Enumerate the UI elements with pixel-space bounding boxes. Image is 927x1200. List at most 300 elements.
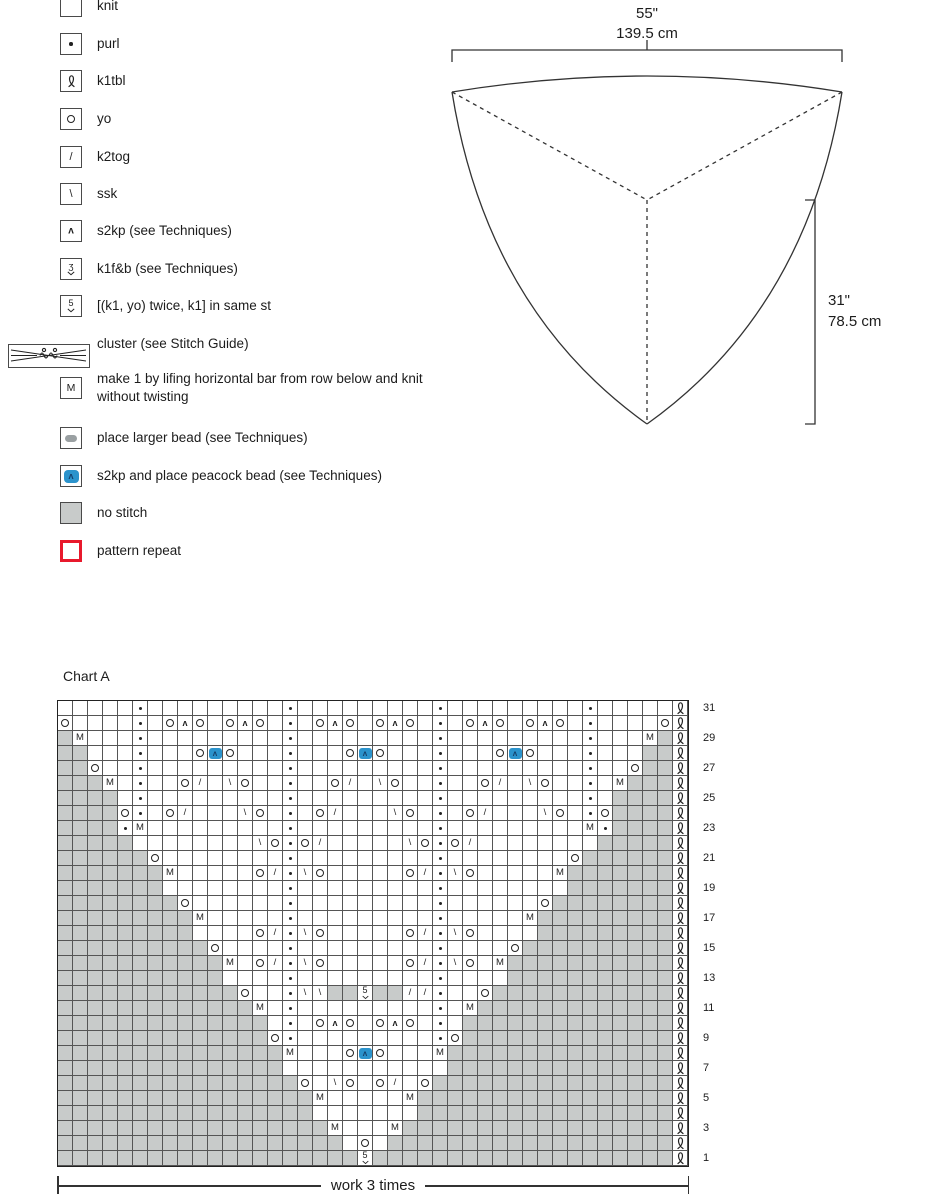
chart-cell-r9-c9 bbox=[193, 1031, 208, 1046]
chart-cell-r23-c23 bbox=[403, 821, 418, 836]
yo-icon bbox=[271, 1034, 279, 1042]
chart-cell-r13-c10 bbox=[208, 971, 223, 986]
chart-cell-r25-c21 bbox=[373, 791, 388, 806]
purl-icon bbox=[289, 932, 292, 935]
chart-cell-r15-c4 bbox=[118, 941, 133, 956]
chart-cell-r23-c1 bbox=[73, 821, 88, 836]
chart-cell-r16-c41 bbox=[673, 926, 688, 941]
chart-cell-r29-c22 bbox=[388, 731, 403, 746]
purl-icon bbox=[289, 722, 292, 725]
chart-cell-r11-c38 bbox=[628, 1001, 643, 1016]
chart-cell-r9-c23 bbox=[403, 1031, 418, 1046]
chart-cell-r25-c20 bbox=[358, 791, 373, 806]
chart-cell-r28-c8 bbox=[178, 746, 193, 761]
chart-cell-r11-c10 bbox=[208, 1001, 223, 1016]
chart-cell-r16-c3 bbox=[103, 926, 118, 941]
chart-cell-r24-c2 bbox=[88, 806, 103, 821]
chart-cell-r29-c8 bbox=[178, 731, 193, 746]
legend-symbol-yo bbox=[60, 108, 82, 130]
chart-cell-r3-c16 bbox=[298, 1121, 313, 1136]
k1tbl-icon bbox=[675, 1046, 686, 1060]
chart-cell-r6-c38 bbox=[628, 1076, 643, 1091]
chart-cell-r22-c1 bbox=[73, 836, 88, 851]
chart-cell-r15-c8 bbox=[178, 941, 193, 956]
chart-cell-r5-c23 bbox=[403, 1091, 418, 1106]
chart-cell-r15-c36 bbox=[598, 941, 613, 956]
chart-cell-r19-c34 bbox=[568, 881, 583, 896]
legend-label: s2kp (see Techniques) bbox=[97, 222, 232, 238]
chart-cell-r2-c41 bbox=[673, 1136, 688, 1151]
chart-cell-r2-c14 bbox=[268, 1136, 283, 1151]
yo-icon bbox=[526, 749, 534, 757]
yo-icon bbox=[376, 749, 384, 757]
chart-cell-r18-c27 bbox=[463, 896, 478, 911]
chart-cell-r24-c12 bbox=[238, 806, 253, 821]
chart-cell-r5-c32 bbox=[538, 1091, 553, 1106]
k1tbl-icon bbox=[675, 881, 686, 895]
chart-cell-r27-c13 bbox=[253, 761, 268, 776]
chart-cell-r7-c30 bbox=[508, 1061, 523, 1076]
chart-cell-r21-c39 bbox=[643, 851, 658, 866]
chart-cell-r18-c28 bbox=[478, 896, 493, 911]
chart-cell-r14-c12 bbox=[238, 956, 253, 971]
chart-cell-r17-c0 bbox=[58, 911, 73, 926]
chart-cell-r13-c7 bbox=[163, 971, 178, 986]
chart-cell-r10-c14 bbox=[268, 1016, 283, 1031]
chart-cell-r16-c4 bbox=[118, 926, 133, 941]
chart-cell-r31-c33 bbox=[553, 701, 568, 716]
chart-cell-r7-c21 bbox=[373, 1061, 388, 1076]
chart-cell-r18-c24 bbox=[418, 896, 433, 911]
chart-cell-r16-c32 bbox=[538, 926, 553, 941]
make1-icon: M bbox=[316, 1092, 324, 1104]
chart-cell-r30-c41 bbox=[673, 716, 688, 731]
ssk-icon: \ bbox=[543, 807, 547, 819]
purl-icon bbox=[589, 797, 592, 800]
chart-cell-r4-c21 bbox=[373, 1106, 388, 1121]
chart-cell-r17-c18 bbox=[328, 911, 343, 926]
chart-cell-r21-c27 bbox=[463, 851, 478, 866]
chart-cell-r18-c21 bbox=[373, 896, 388, 911]
chart-cell-r21-c29 bbox=[493, 851, 508, 866]
ssk-icon: \ bbox=[453, 957, 457, 969]
chart-cell-r28-c37 bbox=[613, 746, 628, 761]
chart-cell-r3-c7 bbox=[163, 1121, 178, 1136]
k1tbl-icon bbox=[675, 1061, 686, 1075]
chart-cell-r15-c37 bbox=[613, 941, 628, 956]
legend-symbol-peacock bbox=[60, 465, 82, 487]
chart-cell-r27-c33 bbox=[553, 761, 568, 776]
chart-cell-r28-c26 bbox=[448, 746, 463, 761]
row-number-25: 25 bbox=[703, 792, 716, 804]
chart-cell-r8-c29 bbox=[493, 1046, 508, 1061]
chart-cell-r22-c27 bbox=[463, 836, 478, 851]
chart-cell-r14-c26 bbox=[448, 956, 463, 971]
chart-cell-r25-c14 bbox=[268, 791, 283, 806]
chart-cell-r4-c14 bbox=[268, 1106, 283, 1121]
chart-cell-r8-c1 bbox=[73, 1046, 88, 1061]
chart-cell-r30-c26 bbox=[448, 716, 463, 731]
chart-cell-r6-c41 bbox=[673, 1076, 688, 1091]
chart-cell-r9-c26 bbox=[448, 1031, 463, 1046]
chart-cell-r9-c40 bbox=[658, 1031, 673, 1046]
chart-cell-r16-c11 bbox=[223, 926, 238, 941]
chart-cell-r18-c17 bbox=[313, 896, 328, 911]
chart-cell-r3-c31 bbox=[523, 1121, 538, 1136]
chart-cell-r2-c16 bbox=[298, 1136, 313, 1151]
chart-cell-r26-c3 bbox=[103, 776, 118, 791]
chart-cell-r26-c16 bbox=[298, 776, 313, 791]
chart-cell-r23-c31 bbox=[523, 821, 538, 836]
make1-icon: M bbox=[286, 1047, 294, 1059]
chart-cell-r27-c34 bbox=[568, 761, 583, 776]
chart-cell-r17-c26 bbox=[448, 911, 463, 926]
chart-cell-r24-c38 bbox=[628, 806, 643, 821]
schematic-left-edge bbox=[452, 92, 647, 424]
chart-cell-r29-c29 bbox=[493, 731, 508, 746]
chart-cell-r26-c0 bbox=[58, 776, 73, 791]
chart-cell-r13-c31 bbox=[523, 971, 538, 986]
chart-cell-r11-c40 bbox=[658, 1001, 673, 1016]
chart-cell-r6-c5 bbox=[133, 1076, 148, 1091]
chart-cell-r22-c25 bbox=[433, 836, 448, 851]
legend-symbol-five bbox=[60, 295, 82, 317]
chart-cell-r29-c2 bbox=[88, 731, 103, 746]
chart-cell-r24-c17 bbox=[313, 806, 328, 821]
purl-icon bbox=[439, 767, 442, 770]
chart-cell-r6-c10 bbox=[208, 1076, 223, 1091]
make1-icon: M bbox=[106, 777, 114, 789]
chart-cell-r23-c25 bbox=[433, 821, 448, 836]
chart-cell-r13-c18 bbox=[328, 971, 343, 986]
chart-cell-r25-c27 bbox=[463, 791, 478, 806]
legend-label: pattern repeat bbox=[97, 542, 182, 558]
chart-cell-r18-c9 bbox=[193, 896, 208, 911]
chart-cell-r14-c27 bbox=[463, 956, 478, 971]
chart-cell-r14-c36 bbox=[598, 956, 613, 971]
chart-cell-r13-c9 bbox=[193, 971, 208, 986]
chart-cell-r14-c35 bbox=[583, 956, 598, 971]
chart-cell-r14-c38 bbox=[628, 956, 643, 971]
chart-cell-r17-c4 bbox=[118, 911, 133, 926]
chart-cell-r21-c31 bbox=[523, 851, 538, 866]
chart-cell-r30-c36 bbox=[598, 716, 613, 731]
chart-cell-r28-c28 bbox=[478, 746, 493, 761]
s2kp-icon: ʌ bbox=[392, 1017, 398, 1028]
chart-cell-r18-c25 bbox=[433, 896, 448, 911]
peacock-bead-icon: ʌ bbox=[359, 1048, 372, 1059]
chart-cell-r25-c2 bbox=[88, 791, 103, 806]
yo-icon bbox=[256, 929, 264, 937]
chart-cell-r10-c3 bbox=[103, 1016, 118, 1031]
chart-cell-r12-c37 bbox=[613, 986, 628, 1001]
k1tbl-icon bbox=[675, 941, 686, 955]
chart-cell-r17-c8 bbox=[178, 911, 193, 926]
chart-cell-r2-c0 bbox=[58, 1136, 73, 1151]
chart-cell-r21-c41 bbox=[673, 851, 688, 866]
chart-cell-r19-c17 bbox=[313, 881, 328, 896]
chart-cell-r30-c23 bbox=[403, 716, 418, 731]
chart-cell-r20-c9 bbox=[193, 866, 208, 881]
chart-cell-r12-c26 bbox=[448, 986, 463, 1001]
chart-cell-r31-c35 bbox=[583, 701, 598, 716]
chart-cell-r3-c22 bbox=[388, 1121, 403, 1136]
purl-icon bbox=[439, 992, 442, 995]
chart-cell-r26-c23 bbox=[403, 776, 418, 791]
chart-cell-r29-c41 bbox=[673, 731, 688, 746]
chart-cell-r7-c1 bbox=[73, 1061, 88, 1076]
row-number-19: 19 bbox=[703, 882, 716, 894]
chart-cell-r9-c19 bbox=[343, 1031, 358, 1046]
k2tog-icon: / bbox=[273, 927, 277, 939]
chart-cell-r9-c21 bbox=[373, 1031, 388, 1046]
k1tbl-icon bbox=[675, 971, 686, 985]
chart-cell-r1-c8 bbox=[178, 1151, 193, 1166]
chart-cell-r13-c1 bbox=[73, 971, 88, 986]
chart-cell-r8-c36 bbox=[598, 1046, 613, 1061]
s2kp-icon: ʌ bbox=[392, 717, 398, 728]
chart-cell-r11-c9 bbox=[193, 1001, 208, 1016]
chart-cell-r17-c40 bbox=[658, 911, 673, 926]
depth-measure-bracket bbox=[805, 200, 815, 424]
chart-cell-r14-c1 bbox=[73, 956, 88, 971]
chart-cell-r29-c34 bbox=[568, 731, 583, 746]
chart-cell-r27-c29 bbox=[493, 761, 508, 776]
chart-cell-r10-c41 bbox=[673, 1016, 688, 1031]
chart-cell-r28-c14 bbox=[268, 746, 283, 761]
chart-cell-r11-c41 bbox=[673, 1001, 688, 1016]
chart-cell-r28-c22 bbox=[388, 746, 403, 761]
chart-cell-r3-c1 bbox=[73, 1121, 88, 1136]
chart-cell-r9-c3 bbox=[103, 1031, 118, 1046]
chart-cell-r8-c15 bbox=[283, 1046, 298, 1061]
chart-cell-r18-c2 bbox=[88, 896, 103, 911]
chart-cell-r3-c0 bbox=[58, 1121, 73, 1136]
ssk-icon: \ bbox=[318, 987, 322, 999]
chart-cell-r2-c18 bbox=[328, 1136, 343, 1151]
chart-cell-r4-c32 bbox=[538, 1106, 553, 1121]
chart-cell-r9-c31 bbox=[523, 1031, 538, 1046]
yo-icon bbox=[661, 719, 669, 727]
chart-cell-r29-c5 bbox=[133, 731, 148, 746]
row-number-3: 3 bbox=[703, 1122, 710, 1134]
ssk-icon: \ bbox=[303, 867, 307, 879]
purl-icon bbox=[289, 857, 292, 860]
yo-icon bbox=[556, 719, 564, 727]
chart-cell-r13-c25 bbox=[433, 971, 448, 986]
chart-cell-r17-c32 bbox=[538, 911, 553, 926]
chart-cell-r4-c10 bbox=[208, 1106, 223, 1121]
chart-cell-r8-c34 bbox=[568, 1046, 583, 1061]
purl-icon bbox=[289, 1037, 292, 1040]
legend-label: purl bbox=[97, 35, 120, 51]
chart-cell-r21-c28 bbox=[478, 851, 493, 866]
chart-cell-r4-c27 bbox=[463, 1106, 478, 1121]
chart-cell-r12-c27 bbox=[463, 986, 478, 1001]
chart-cell-r2-c31 bbox=[523, 1136, 538, 1151]
chart-cell-r21-c10 bbox=[208, 851, 223, 866]
chart-cell-r11-c25 bbox=[433, 1001, 448, 1016]
chart-cell-r11-c2 bbox=[88, 1001, 103, 1016]
purl-icon bbox=[589, 752, 592, 755]
legend-label: s2kp and place peacock bead (see Techniques) bbox=[97, 467, 382, 483]
chart-cell-r28-c40 bbox=[658, 746, 673, 761]
chart-cell-r31-c21 bbox=[373, 701, 388, 716]
chart-cell-r27-c15 bbox=[283, 761, 298, 776]
chart-cell-r15-c15 bbox=[283, 941, 298, 956]
chart-cell-r14-c13 bbox=[253, 956, 268, 971]
chart-cell-r26-c37 bbox=[613, 776, 628, 791]
chart-cell-r4-c37 bbox=[613, 1106, 628, 1121]
chart-cell-r25-c34 bbox=[568, 791, 583, 806]
chart-cell-r20-c11 bbox=[223, 866, 238, 881]
chart-cell-r31-c17 bbox=[313, 701, 328, 716]
chart-cell-r15-c26 bbox=[448, 941, 463, 956]
chart-cell-r31-c4 bbox=[118, 701, 133, 716]
yo-icon bbox=[466, 869, 474, 877]
chart-cell-r2-c20 bbox=[358, 1136, 373, 1151]
chart-cell-r10-c29 bbox=[493, 1016, 508, 1031]
chart-cell-r8-c38 bbox=[628, 1046, 643, 1061]
chart-cell-r9-c7 bbox=[163, 1031, 178, 1046]
chart-cell-r16-c27 bbox=[463, 926, 478, 941]
chart-cell-r3-c25 bbox=[433, 1121, 448, 1136]
chart-cell-r24-c3 bbox=[103, 806, 118, 821]
chart-cell-r28-c25 bbox=[433, 746, 448, 761]
chart-cell-r18-c38 bbox=[628, 896, 643, 911]
yo-icon bbox=[181, 779, 189, 787]
chart-cell-r20-c41 bbox=[673, 866, 688, 881]
chart-cell-r20-c22 bbox=[388, 866, 403, 881]
chart-cell-r13-c28 bbox=[478, 971, 493, 986]
chart-cell-r22-c22 bbox=[388, 836, 403, 851]
chart-cell-r15-c27 bbox=[463, 941, 478, 956]
row-number-17: 17 bbox=[703, 912, 716, 924]
chart-cell-r29-c18 bbox=[328, 731, 343, 746]
chart-cell-r16-c29 bbox=[493, 926, 508, 941]
chart-cell-r9-c35 bbox=[583, 1031, 598, 1046]
chart-cell-r23-c35 bbox=[583, 821, 598, 836]
chart-cell-r23-c39 bbox=[643, 821, 658, 836]
chart-cell-r12-c10 bbox=[208, 986, 223, 1001]
chart-cell-r8-c3 bbox=[103, 1046, 118, 1061]
chart-cell-r23-c36 bbox=[598, 821, 613, 836]
chart-cell-r31-c3 bbox=[103, 701, 118, 716]
chart-cell-r3-c19 bbox=[343, 1121, 358, 1136]
chart-cell-r23-c10 bbox=[208, 821, 223, 836]
chart-cell-r20-c31 bbox=[523, 866, 538, 881]
chart-cell-r17-c33 bbox=[553, 911, 568, 926]
yo-icon bbox=[346, 1049, 354, 1057]
ssk-icon: \ bbox=[69, 188, 73, 200]
purl-icon bbox=[289, 977, 292, 980]
chart-cell-r21-c12 bbox=[238, 851, 253, 866]
chart-cell-r14-c39 bbox=[643, 956, 658, 971]
chart-cell-r23-c3 bbox=[103, 821, 118, 836]
chart-cell-r31-c23 bbox=[403, 701, 418, 716]
chart-cell-r29-c10 bbox=[208, 731, 223, 746]
chart-cell-r21-c40 bbox=[658, 851, 673, 866]
chart-cell-r17-c11 bbox=[223, 911, 238, 926]
chart-cell-r10-c33 bbox=[553, 1016, 568, 1031]
chart-cell-r8-c0 bbox=[58, 1046, 73, 1061]
purl-icon bbox=[439, 977, 442, 980]
chart-cell-r8-c26 bbox=[448, 1046, 463, 1061]
chart-cell-r18-c26 bbox=[448, 896, 463, 911]
chart-cell-r22-c37 bbox=[613, 836, 628, 851]
chart-cell-r22-c13 bbox=[253, 836, 268, 851]
chart-cell-r7-c16 bbox=[298, 1061, 313, 1076]
chart-cell-r14-c17 bbox=[313, 956, 328, 971]
chart-cell-r14-c6 bbox=[148, 956, 163, 971]
chart-cell-r28-c38 bbox=[628, 746, 643, 761]
ssk-icon: \ bbox=[303, 927, 307, 939]
chart-cell-r31-c2 bbox=[88, 701, 103, 716]
chart-cell-r15-c32 bbox=[538, 941, 553, 956]
chart-cell-r16-c10 bbox=[208, 926, 223, 941]
make1-icon: M bbox=[556, 867, 564, 879]
chart-cell-r14-c32 bbox=[538, 956, 553, 971]
chart-cell-r8-c31 bbox=[523, 1046, 538, 1061]
chart-cell-r14-c9 bbox=[193, 956, 208, 971]
chart-cell-r10-c25 bbox=[433, 1016, 448, 1031]
purl-icon bbox=[439, 842, 442, 845]
chart-cell-r20-c25 bbox=[433, 866, 448, 881]
chart-cell-r21-c19 bbox=[343, 851, 358, 866]
yo-icon bbox=[226, 719, 234, 727]
chart-cell-r28-c4 bbox=[118, 746, 133, 761]
k2tog-icon: / bbox=[468, 837, 472, 849]
chart-cell-r1-c23 bbox=[403, 1151, 418, 1166]
yo-icon bbox=[256, 809, 264, 817]
chart-cell-r24-c4 bbox=[118, 806, 133, 821]
chart-cell-r6-c32 bbox=[538, 1076, 553, 1091]
chart-cell-r4-c36 bbox=[598, 1106, 613, 1121]
chart-cell-r28-c33 bbox=[553, 746, 568, 761]
chart-cell-r31-c0 bbox=[58, 701, 73, 716]
chart-cell-r30-c38 bbox=[628, 716, 643, 731]
chart-cell-r1-c41 bbox=[673, 1151, 688, 1166]
chart-cell-r18-c14 bbox=[268, 896, 283, 911]
chart-cell-r9-c22 bbox=[388, 1031, 403, 1046]
chart-title: Chart A bbox=[63, 668, 110, 684]
chart-cell-r14-c8 bbox=[178, 956, 193, 971]
chart-cell-r13-c36 bbox=[598, 971, 613, 986]
chart-cell-r4-c8 bbox=[178, 1106, 193, 1121]
k1tbl-icon bbox=[675, 1091, 686, 1105]
make1-icon: M bbox=[646, 732, 654, 744]
yo-icon bbox=[316, 719, 324, 727]
chart-cell-r25-c15 bbox=[283, 791, 298, 806]
chart-cell-r30-c24 bbox=[418, 716, 433, 731]
chart-cell-r14-c30 bbox=[508, 956, 523, 971]
chart-cell-r5-c18 bbox=[328, 1091, 343, 1106]
yo-icon bbox=[256, 719, 264, 727]
chart-cell-r15-c21 bbox=[373, 941, 388, 956]
chart-cell-r20-c5 bbox=[133, 866, 148, 881]
chart-cell-r18-c20 bbox=[358, 896, 373, 911]
chart-cell-r3-c33 bbox=[553, 1121, 568, 1136]
chart-cell-r27-c38 bbox=[628, 761, 643, 776]
yo-icon bbox=[256, 869, 264, 877]
purl-icon bbox=[589, 722, 592, 725]
chart-cell-r4-c34 bbox=[568, 1106, 583, 1121]
chart-cell-r1-c40 bbox=[658, 1151, 673, 1166]
chart-cell-r3-c5 bbox=[133, 1121, 148, 1136]
row-number-7: 7 bbox=[703, 1062, 710, 1074]
chart-cell-r26-c35 bbox=[583, 776, 598, 791]
chart-cell-r9-c10 bbox=[208, 1031, 223, 1046]
